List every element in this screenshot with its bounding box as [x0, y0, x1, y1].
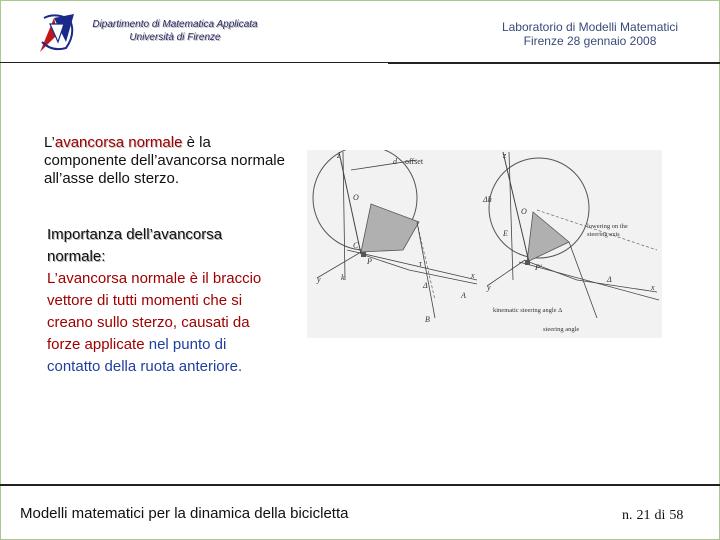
page-number: 21	[636, 508, 651, 523]
label-delta-right: Δ	[607, 275, 612, 284]
intro-paragraph	[44, 134, 294, 188]
importance-body-red: L’avancorsa normale è il braccio vettore di tutti momenti che si creano sullo sterzo, causati da forze applicate	[47, 270, 262, 353]
label-dh: Δh	[483, 195, 492, 204]
label-o-right: O	[521, 207, 527, 216]
label-x-left: x	[471, 271, 475, 280]
label-p1: P'	[535, 263, 542, 272]
importance-heading	[47, 224, 279, 268]
label-k: k	[341, 273, 345, 282]
ground-right-y	[487, 260, 525, 286]
wheel-plane-right	[569, 242, 597, 318]
importance-period: .	[237, 358, 243, 375]
university-logo	[36, 12, 78, 54]
trail-region-left	[361, 204, 419, 252]
page-total: 58	[669, 508, 684, 523]
label-d: d	[393, 157, 397, 166]
label-b: B	[425, 315, 430, 324]
importance-section	[47, 224, 279, 378]
importance-body-blue: nel punto di contatto della ruota anteriore	[47, 336, 238, 375]
label-y-right: y	[487, 283, 491, 292]
label-kinematic: kinematic steering angle Δ	[493, 307, 563, 314]
label-x-right: x	[651, 283, 655, 292]
label-e: E	[503, 229, 508, 238]
contact-marker-right	[525, 260, 530, 265]
label-o-left: O	[353, 193, 359, 202]
page-of: di	[654, 508, 666, 523]
label-y-left: y	[317, 275, 321, 284]
intro-term: avancorsa normale	[54, 134, 183, 151]
footer-rule	[0, 484, 720, 486]
intro-prefix: L’	[44, 134, 55, 151]
label-delta-left: Δ	[423, 281, 428, 290]
lab-header	[470, 20, 710, 48]
header-rule-thick	[388, 62, 720, 64]
event-date: Firenze 28 gennaio 2008	[523, 34, 657, 48]
label-steering-axis: steering axis	[587, 231, 620, 238]
trail-geometry-figure	[307, 150, 662, 338]
label-lowering: lowering on the	[587, 223, 628, 230]
label-c: C	[353, 241, 359, 250]
contact-marker-left	[361, 252, 366, 257]
footer-title: Modelli matematici per la dinamica della bicicletta	[20, 505, 349, 522]
page-indicator	[622, 508, 687, 524]
vertical-left	[343, 152, 345, 280]
importance-colon: :	[101, 248, 106, 265]
steering-axis-left	[339, 152, 361, 254]
label-z-right: z	[503, 151, 507, 160]
label-offset: offset	[405, 157, 424, 166]
lab-name: Laboratorio di Modelli Matematici	[501, 20, 679, 34]
department-header	[80, 18, 270, 44]
projection-right	[529, 262, 657, 292]
label-p: P	[367, 257, 372, 266]
ground-left-y	[317, 252, 361, 278]
university-name: Università di Firenze	[129, 32, 221, 43]
importance-body	[47, 268, 279, 378]
intro-rest: è la componente dell’avancorsa normale all’asse dello sterzo.	[44, 134, 285, 187]
department-name: Dipartimento di Matematica Applicata	[92, 19, 258, 30]
label-steering-angle: steering angle	[543, 326, 580, 333]
page-prefix: n.	[622, 508, 633, 523]
label-z-left: z	[337, 151, 341, 160]
importance-heading-text: Importanza dell’avancorsa normale	[47, 226, 223, 265]
label-tau: τ	[419, 259, 422, 268]
trail-region-right	[527, 212, 569, 262]
label-a: A	[461, 291, 466, 300]
vertical-right	[509, 152, 513, 280]
